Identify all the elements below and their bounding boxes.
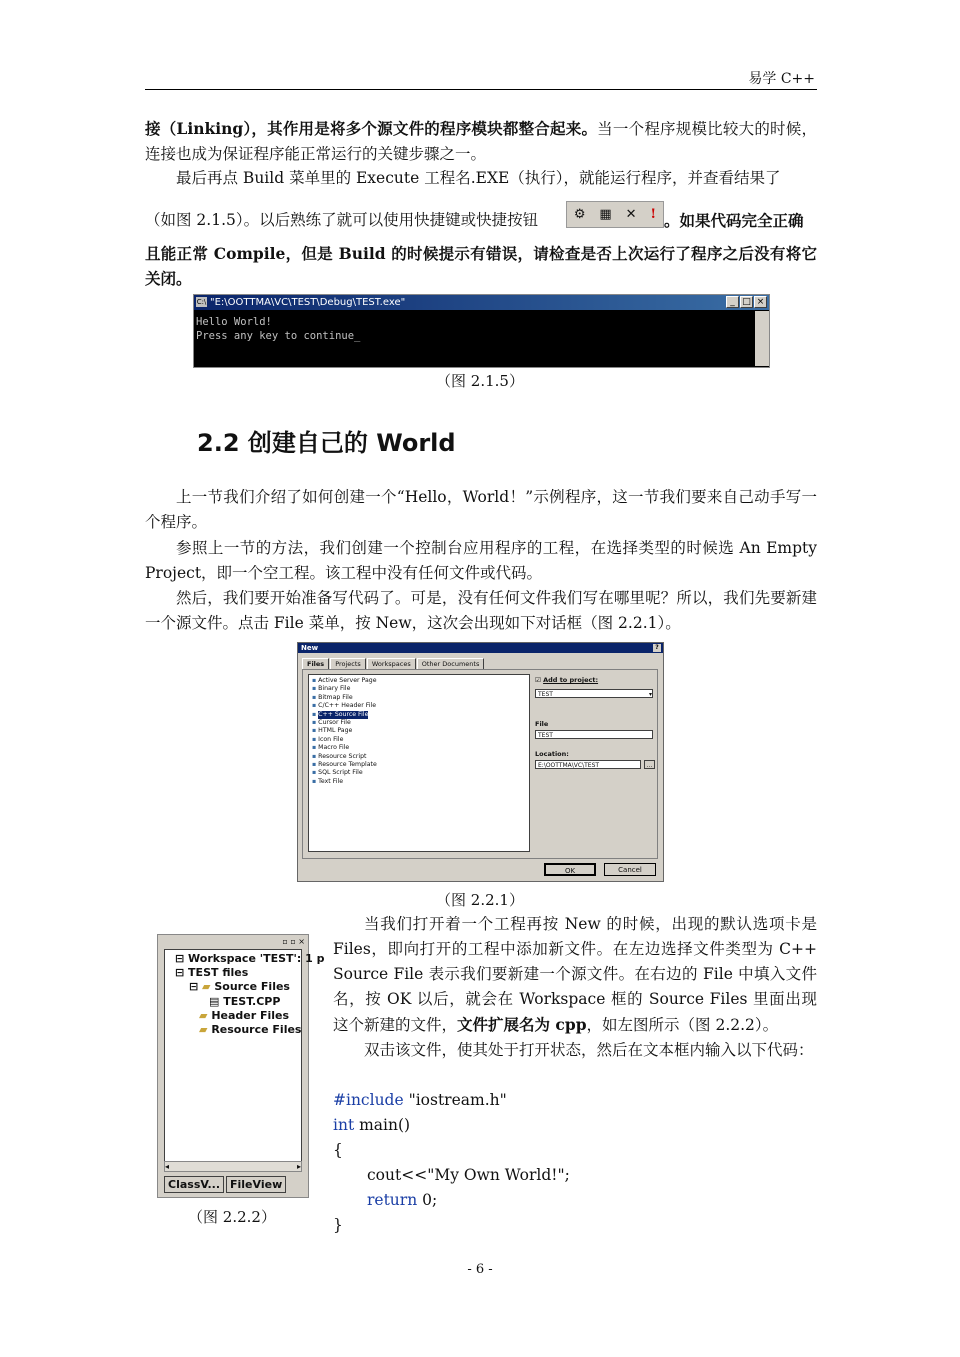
project-select[interactable]: TEST ▾ — [535, 689, 653, 698]
console-line: Press any key to continue_ — [196, 330, 361, 342]
console-line: Hello World! — [196, 316, 272, 328]
list-item[interactable]: ▪ Binary File — [312, 685, 529, 693]
tab-files[interactable]: Files — [302, 658, 329, 669]
tab-fileview[interactable]: FileView — [226, 1176, 286, 1193]
minimize-button[interactable]: _ — [726, 296, 739, 308]
list-item[interactable]: ▪ Bitmap File — [312, 694, 529, 702]
tree-item-source-files[interactable]: ⊟ ▰ Source Files — [189, 980, 290, 994]
tab-other-documents[interactable]: Other Documents — [417, 658, 485, 669]
execute-icon[interactable]: ! — [650, 207, 657, 222]
folder-icon: ▰ — [199, 1023, 208, 1037]
section-number: 2.2 — [197, 429, 240, 457]
new-dialog — [297, 642, 664, 882]
location-label: Location: — [535, 750, 569, 758]
dialog-tabs — [302, 658, 485, 669]
console-title: "E:\OOTTMA\VC\TEST\Debug\TEST.exe" — [210, 297, 406, 308]
paragraph-double-click: 双击该文件，使其处于打开状态，然后在文本框内输入以下代码： — [364, 1041, 814, 1059]
folder-icon: ▰ — [199, 1008, 208, 1022]
close-button[interactable]: × — [754, 296, 767, 308]
pane-controls[interactable]: ▫ ▫ × — [282, 937, 305, 946]
add-to-project-checkbox[interactable]: ☑ Add to project: — [535, 676, 599, 684]
list-item[interactable]: ▪ Macro File — [312, 744, 529, 752]
tree-item-file[interactable]: ▤ TEST.CPP — [209, 994, 281, 1008]
paragraph-intro: 上一节我们介绍了如何创建一个“Hello，World！”示例程序，这一节我们要来自己动手写一个程序。 — [145, 488, 817, 531]
location-input[interactable]: E:\OOTTMA\VC\TEST — [535, 760, 641, 769]
compile-icon[interactable]: ⚙ — [573, 207, 586, 222]
file-input[interactable]: TEST — [535, 730, 653, 739]
code-line: return 0; — [367, 1191, 438, 1209]
console-scrollbar[interactable] — [755, 311, 769, 366]
header-rule — [145, 89, 817, 90]
list-item[interactable]: ▪ C/C++ Header File — [312, 702, 529, 710]
page-number: - 6 - — [467, 1262, 493, 1277]
tree-item-project[interactable]: ⊟ TEST files — [175, 966, 249, 980]
list-item[interactable]: ▪ Resource Template — [312, 761, 529, 769]
paragraph-execute: 最后再点 Build 菜单里的 Execute 工程名.EXE（执行），就能运行程序，并查看结果了 — [176, 169, 781, 187]
tree-item-header-files[interactable]: ▰ Header Files — [199, 1008, 290, 1022]
folder-icon: ▰ — [202, 980, 211, 994]
tab-projects[interactable]: Projects — [330, 658, 366, 669]
list-item[interactable]: ▪ SQL Script File — [312, 769, 529, 777]
code-line: int main() — [333, 1116, 411, 1134]
browse-button[interactable]: ... — [644, 760, 655, 769]
maximize-button[interactable]: □ — [740, 296, 753, 308]
horizontal-scrollbar[interactable]: ◂ ▸ — [165, 1162, 301, 1171]
dialog-panel — [302, 669, 658, 859]
file-type-list[interactable] — [308, 674, 530, 852]
list-item[interactable]: ▪ Active Server Page — [312, 677, 529, 685]
tree-item-resource-files[interactable]: ▰ Resource Files — [199, 1023, 302, 1037]
paragraph-execute-line2: （如图 2.1.5）。以后熟练了就可以使用快捷键或快捷按钮 — [145, 211, 539, 229]
body-text: 当一个程序规模比较大的时候，连接也成为保证程序能正常运行的关键步骤之一。 — [145, 120, 817, 163]
cancel-button[interactable]: Cancel — [604, 863, 656, 876]
build-icon[interactable]: ▦ — [599, 207, 612, 222]
code-line: } — [333, 1216, 343, 1234]
list-item[interactable]: ▪ HTML Page — [312, 727, 529, 735]
paragraph-warning: 且能正常 Compile，但是 Build 的时候提示有错误，请检查是否上次运行了程序之后没有将它关闭。 — [145, 244, 817, 288]
console-window — [193, 294, 770, 368]
console-titlebar — [194, 295, 769, 310]
list-item[interactable]: ▪ Icon File — [312, 736, 529, 744]
list-item-selected[interactable]: ▪ C++ Source File — [312, 711, 529, 719]
paragraph-execute-line2-end: 。如果代码完全正确 — [664, 211, 804, 230]
file-label: File — [535, 720, 549, 728]
running-header: 易学 C++ — [748, 71, 815, 87]
paragraph-empty-project: 参照上一节的方法，我们创建一个控制台应用程序的工程，在选择类型的时候选 An Empty Project，即一个空工程。该工程中没有任何文件或代码。 — [145, 539, 817, 582]
code-line: { — [333, 1141, 343, 1159]
figure-caption: （图 2.2.1） — [436, 891, 524, 909]
tree-item-workspace[interactable]: ⊟ Workspace 'TEST': 1 p — [175, 952, 325, 965]
stop-build-icon[interactable]: ✕ — [625, 207, 637, 222]
build-toolbar — [566, 201, 664, 228]
code-block — [333, 1088, 570, 1238]
workspace-tree[interactable] — [164, 949, 325, 1163]
paragraph-default-tab: 当我们打开着一个工程再按 New 的时候，出现的默认选项卡是 Files，即向打开的工程中添加新文件。在左边选择文件类型为 C++ Source File 表示我们要新建一个源文件。在右边的 File 中填入文件名，按 OK 以后，就会在 Workspace 框的 Source Files 里面出现这个新建的文件，文件扩展名为 cpp，如左图所示（图 2.2.2）。 — [333, 915, 817, 1034]
dialog-titlebar: New ? — [298, 643, 663, 653]
list-item[interactable]: ▪ Text File — [312, 778, 529, 786]
console-icon: C:\ — [196, 298, 207, 306]
figure-caption: （图 2.1.5） — [436, 372, 524, 390]
code-line: cout<<"My Own World!"; — [367, 1166, 570, 1184]
workspace-tabs — [164, 1176, 286, 1193]
workspace-pane — [157, 934, 325, 1198]
paragraph-new-file: 然后，我们要开始准备写代码了。可是，没有任何文件我们写在哪里呢？所以，我们先要新建一个源文件。点击 File 菜单，按 New，这次会出现如下对话框（图 2.2.1）。 — [145, 589, 817, 632]
section-heading — [197, 423, 456, 458]
chevron-down-icon: ▾ — [648, 691, 652, 698]
console-output — [194, 310, 769, 348]
list-item[interactable]: ▪ Cursor File — [312, 719, 529, 727]
section-title: 创建自己的 World — [247, 429, 456, 457]
code-line: #include "iostream.h" — [333, 1091, 507, 1109]
list-item[interactable]: ▪ Resource Script — [312, 753, 529, 761]
file-icon: ▤ — [209, 994, 220, 1008]
ok-button[interactable]: OK — [544, 863, 596, 876]
tab-classview[interactable]: ClassV... — [164, 1176, 224, 1193]
paragraph-linking — [145, 116, 817, 167]
help-button[interactable]: ? — [653, 644, 661, 652]
tab-workspaces[interactable]: Workspaces — [367, 658, 416, 669]
figure-caption: （图 2.2.2） — [188, 1208, 276, 1226]
bold-text: 接（Linking），其作用是将多个源文件的程序模块都整合起来。 — [145, 119, 598, 138]
